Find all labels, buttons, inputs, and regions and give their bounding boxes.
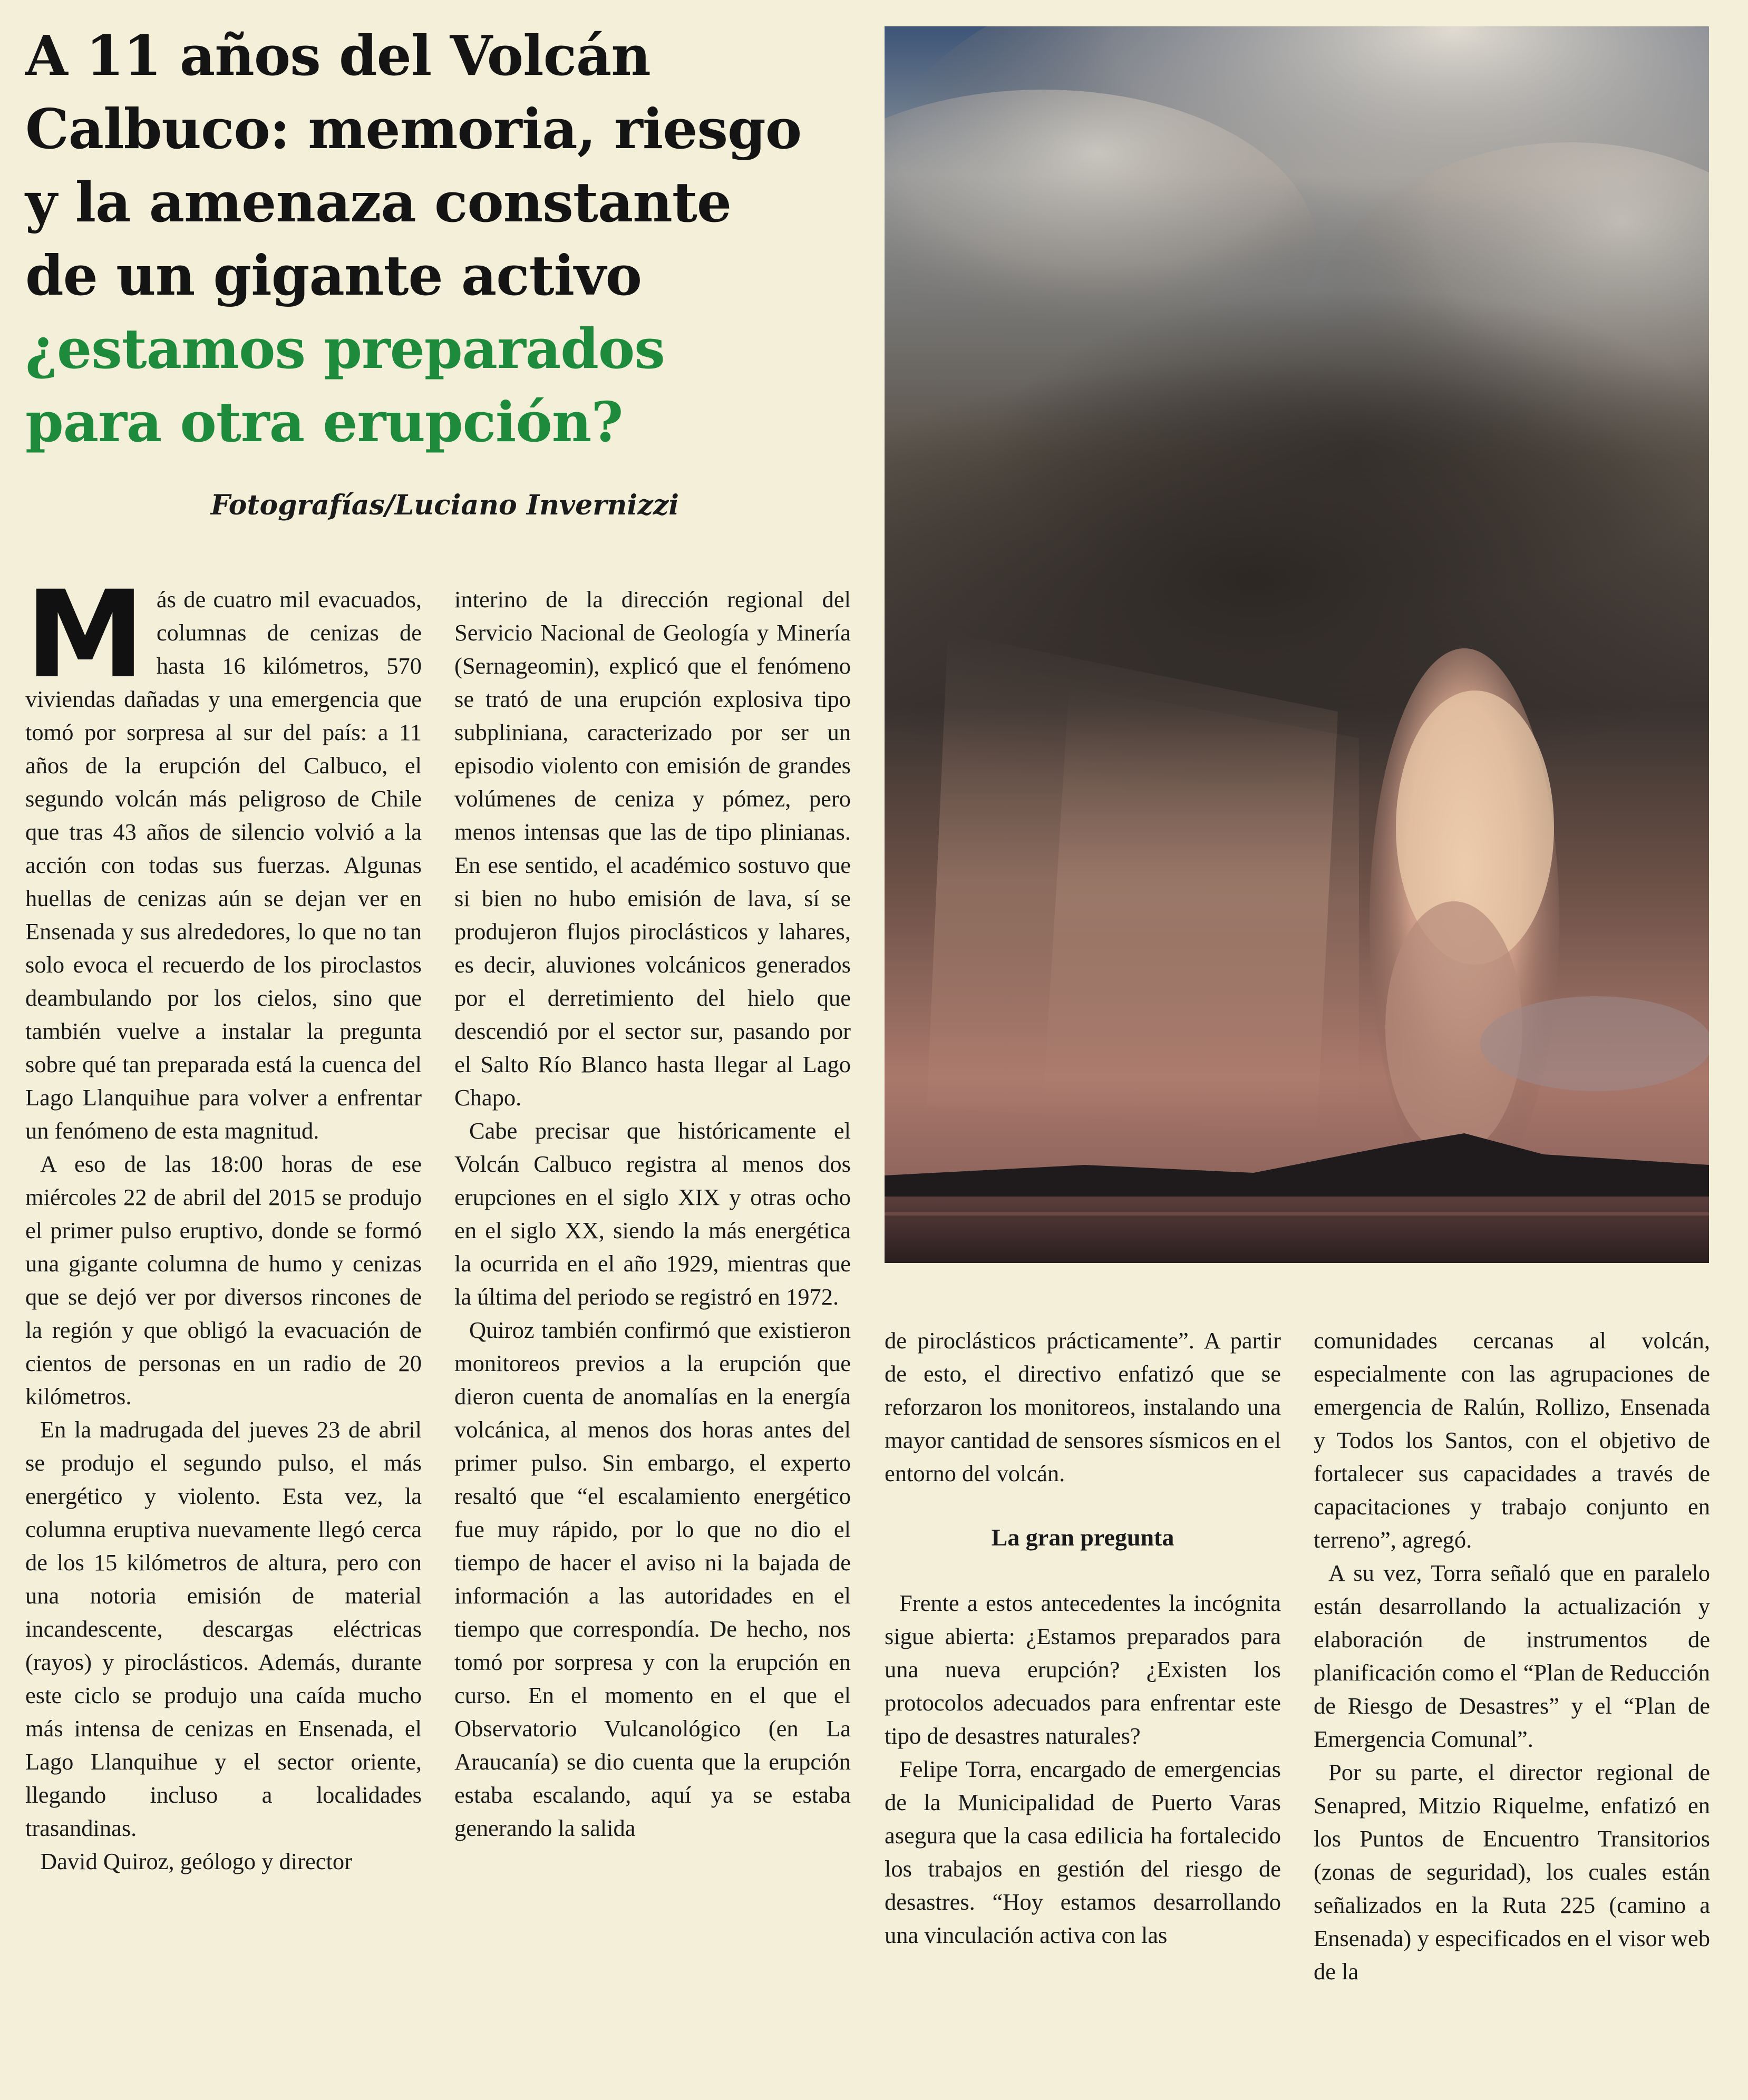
headline [25, 19, 879, 312]
article-paragraph: Frente a estos antecedentes la incógnita sigue abierta: ¿Estamos preparados para una nueva erupción? ¿Existen los protocolos adecuados para enfrentar este tipo de desastres naturales? [885, 1590, 1281, 1749]
article-paragraph: En la madrugada del jueves 23 de abril se produjo el segundo pulso, el más energético y violento. Esta vez, la columna eruptiva nuevamente llegó cerca de los 15 kilómetros de altura, pero con una notoria emisión de material incandescente, descargas eléctricas (rayos) y piroclásticos. Además, durante este ciclo se produjo una caída mucho más intensa de cenizas en Ensenada, el Lago Llanquihue y el sector oriente, llegando incluso a localidades trasandinas. [25, 1416, 422, 1841]
article-column-4 [1314, 1324, 1710, 1988]
article-paragraph: de piroclásticos prácticamente”. A partir de esto, el directivo enfatizó que se reforzaron los monitoreos, instalando una mayor cantidad de sensores sísmicos en el entorno del volcán. [885, 1327, 1281, 1486]
lead-paragraph-text: ás de cuatro mil evacuados, columnas de cenizas de hasta 16 kilómetros, 570 viviendas dañadas y una emergencia que tomó por sorpresa al sur del país: a 11 años de la erupción del Calbuco, el segundo volcán más peligroso de Chile que tras 43 años de silencio volvió a la acción con todas sus fuerzas. Algunas huellas de cenizas aún se dejan ver en Ensenada y sus alrededores, lo que no tan solo evoca el recuerdo de los piroclastos deambulando por los cielos, sino que también vuelve a instalar la pregunta sobre qué tan preparada está la cuenca del Lago Llanquihue para volver a enfrentar un fenómeno de esta magnitud. [25, 586, 422, 1144]
section-title: La gran pregunta [991, 1524, 1174, 1551]
article-paragraph [25, 565, 422, 1148]
article-paragraph: Cabe precisar que históricamente el Volcán Calbuco registra al menos dos erupciones en el siglo XIX y otras ocho en el siglo XX, siendo la más energética la ocurrida en el año 1929, mientras que la última del periodo se registró en 1972. [454, 1117, 851, 1310]
article-column-2 [454, 583, 851, 1845]
article-paragraph: Felipe Torra, encargado de emergencias de la Municipalidad de Puerto Varas asegura que la casa edilicia ha fortalecido los trabajos en gestión del riesgo de desastres. “Hoy estamos desarrollando una vinculación activa con las [885, 1756, 1281, 1948]
article-paragraph: Quiroz también confirmó que existieron monitoreos previos a la erupción que dieron cuenta de anomalías en la energía volcánica, al menos dos horas antes del primer pulso. Sin embargo, el experto resaltó que “el escalamiento energético fue muy rápido, por lo que no dio el tiempo de hacer el aviso ni la bajada de información a las autoridades en el tiempo que correspondía. De hecho, nos tomó por sorpresa y con la erupción en curso. En el momento en el que el Observatorio Vulcanológico (en La Araucanía) se dio cuenta que la erupción estaba escalando, aquí ya se estaba generando la salida [454, 1317, 851, 1841]
article-paragraph: A su vez, Torra señaló que en paralelo están desarrollando la actualización y elaboración de instrumentos de planificación como el “Plan de Reducción de Riesgo de Desastres” y el “Plan de Emergencia Comunal”. [1314, 1560, 1710, 1752]
article-column-3 [885, 1324, 1281, 1952]
article-paragraph: interino de la dirección regional del Servicio Nacional de Geología y Minería (Sernageomin), explicó que el fenómeno se trató de una erupción explosiva tipo subpliniana, caracterizado por ser un episodio violento con emisión de grandes volúmenes de ceniza y pómez, pero menos intensas que las de tipo plinianas. En ese sentido, el académico sostuvo que si bien no hubo emisión de lava, sí se produjeron flujos piroclásticos y lahares, es decir, aluviones volcánicos generados por el derretimiento del hielo que descendió por el sector sur, pasando por el Salto Río Blanco hasta llegar al Lago Chapo. [454, 586, 851, 1111]
article-paragraph: David Quiroz, geólogo y director [40, 1848, 352, 1874]
drop-cap: M [25, 565, 145, 705]
article-paragraph: A eso de las 18:00 horas de ese miércoles 22 de abril del 2015 se produjo el primer pulso eruptivo, donde se formó una gigante columna de humo y cenizas que se dejó ver por diversos rincones de la región y que obligó la evacuación de cientos de personas en un radio de 20 kilómetros. [25, 1151, 422, 1409]
article-paragraph: comunidades cercanas al volcán, especialmente con las agrupaciones de emergencia de Ralún, Rollizo, Ensenada y Todos los Santos, con el objetivo de fortalecer sus capacidades a través de capacitaciones y trabajo conjunto en terreno”, agregó. [1314, 1327, 1710, 1553]
headline-line: A 11 años del Volcán [25, 23, 650, 88]
subheadline-line: ¿estamos preparados [25, 316, 665, 381]
subheadline [25, 312, 879, 459]
headline-line: y la amenaza constante [25, 170, 732, 235]
subheadline-line: para otra erupción? [25, 390, 623, 454]
volcano-eruption-photo [885, 26, 1709, 1263]
article-paragraph: Por su parte, el director regional de Senapred, Mitzio Riquelme, enfatizó en los Puntos de Encuentro Transitorios (zonas de seguridad), los cuales están señalizados en la Ruta 225 (camino a Ensenada) y especificados en el visor web de la [1314, 1759, 1710, 1985]
photo-credit: Fotografías/Luciano Invernizzi [210, 489, 679, 521]
headline-line: de un gigante activo [25, 243, 642, 308]
article-column-1 [25, 565, 422, 1878]
headline-line: Calbuco: memoria, riesgo [25, 96, 802, 161]
